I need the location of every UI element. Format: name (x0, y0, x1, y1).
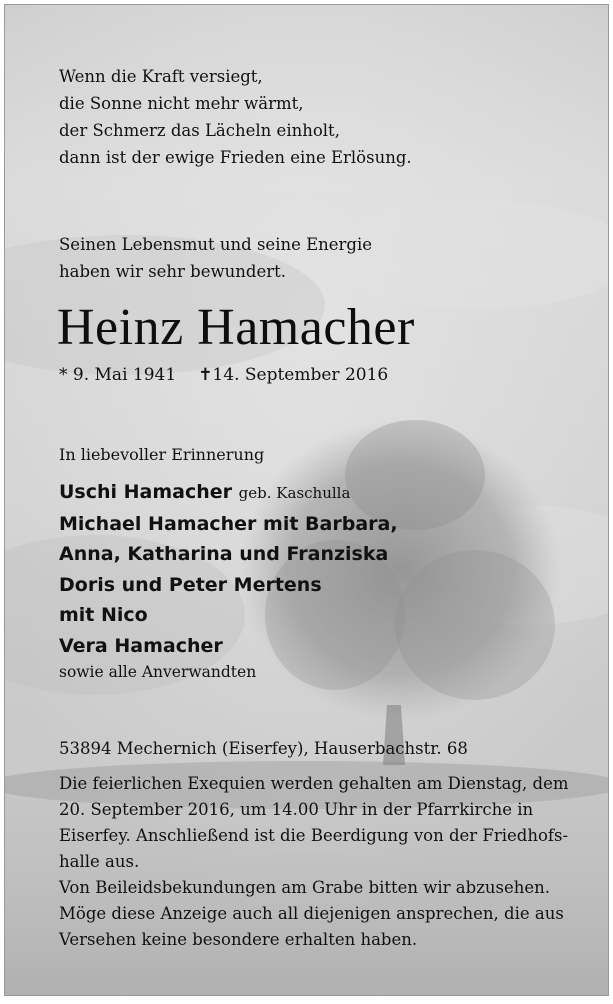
life-dates (59, 362, 410, 388)
family-member-name: Uschi Hamacher (59, 481, 233, 503)
details-line: Versehen keine besondere erhalten haben. (59, 930, 418, 949)
funeral-details (59, 771, 569, 953)
poem (59, 63, 412, 171)
details-line: halle aus. (59, 852, 140, 871)
birth-date: * 9. Mai 1941 (59, 365, 177, 385)
relatives-line: sowie alle Anverwandten (59, 663, 257, 681)
intro-line: Seinen Lebensmut und seine Energie (59, 235, 373, 254)
obituary-card (4, 4, 609, 996)
memory-line: In liebevoller Erinnerung (59, 445, 265, 464)
address: 53894 Mechernich (Eiserfey), Hauserbachstr. 68 (59, 739, 468, 758)
family-line: Anna, Katharina und Franziska (59, 543, 389, 565)
death-date: ✝14. September 2016 (198, 365, 389, 385)
intro-line: haben wir sehr bewundert. (59, 262, 286, 281)
poem-line: Wenn die Kraft versiegt, (59, 67, 263, 86)
family-line: Doris und Peter Mertens (59, 573, 322, 596)
details-line: Die feierlichen Exequien werden gehalten am Dienstag, dem (59, 774, 569, 793)
maiden-name-note: geb. Kaschulla (238, 484, 351, 502)
details-line: Möge diese Anzeige auch all diejenigen ansprechen, die aus (59, 904, 564, 923)
family-line: Michael Hamacher mit Barbara, (59, 512, 398, 535)
details-line: Von Beileidsbekundungen am Grabe bitten wir abzusehen. (59, 878, 551, 897)
intro-text (59, 231, 372, 285)
deceased-name: Heinz Hamacher (57, 299, 415, 356)
poem-line: der Schmerz das Lächeln einholt, (59, 121, 340, 140)
family-line: Vera Hamacher (59, 634, 223, 657)
family-list (59, 477, 398, 661)
details-line: Eiserfey. Anschließend ist die Beerdigung von der Friedhofs- (59, 826, 569, 845)
poem-line: dann ist der ewige Frieden eine Erlösung. (59, 148, 412, 167)
family-line (59, 477, 398, 509)
family-line: mit Nico (59, 604, 148, 626)
poem-line: die Sonne nicht mehr wärmt, (59, 94, 304, 113)
details-line: 20. September 2016, um 14.00 Uhr in der Pfarrkirche in (59, 800, 534, 819)
